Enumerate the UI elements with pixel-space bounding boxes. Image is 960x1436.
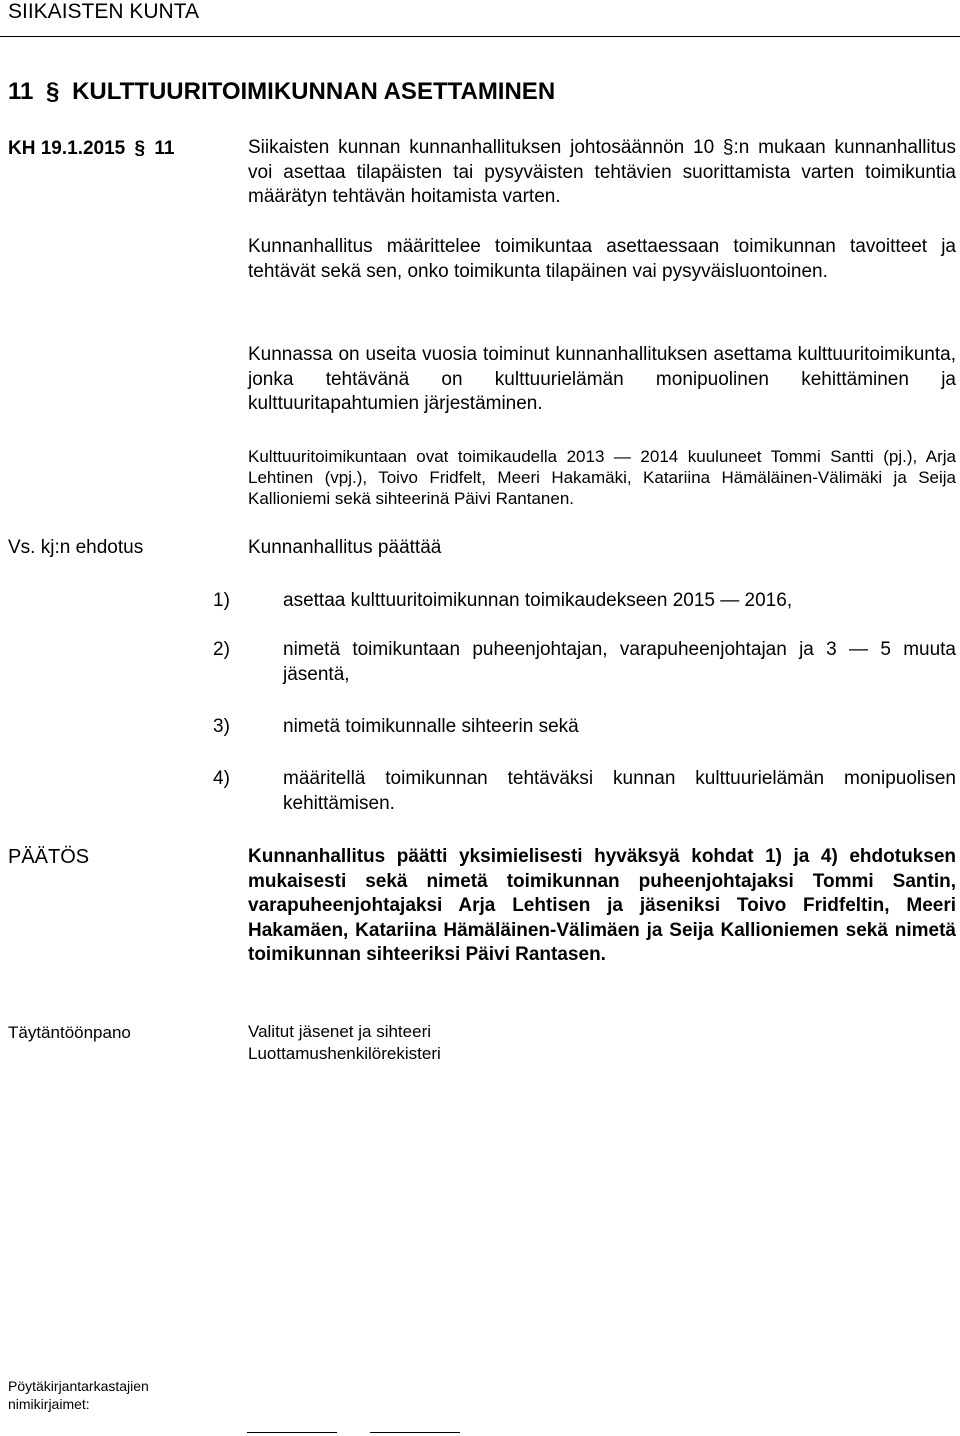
section-heading: KULTTUURITOIMIKUNNAN ASETTAMINEN [72, 78, 556, 105]
footer-line-2: nimikirjaimet: [8, 1396, 90, 1412]
signature-line [370, 1432, 460, 1433]
proposal-intro: Kunnanhallitus päättää [248, 537, 442, 558]
list-item-number: 2) [213, 639, 230, 660]
organization-header: SIIKAISTEN KUNTA [8, 0, 199, 23]
list-item-text: asettaa kulttuuritoimikunnan toimikaudekseen 2015 — 2016, [283, 590, 793, 611]
paragraph-4: Kulttuuritoimikuntaan ovat toimikaudella 2013 — 2014 kuuluneet Tommi Santti (pj.), Arja Lehtinen (vpj.), Toivo Fridfelt, Meeri Hakamäki, Katariina Hämäläinen-Välimäki ja Seija Kallioniemi sekä sihteerinä Päivi Rantanen. [248, 447, 956, 508]
list-item-text: nimetä toimikunnalle sihteerin sekä [283, 716, 579, 737]
list-item-number: 1) [213, 590, 230, 611]
footer-initials-label [8, 1377, 149, 1413]
list-item-number: 4) [213, 768, 230, 789]
execution-line-1: Valitut jäsenet ja sihteeri [248, 1022, 432, 1041]
section-mark: § [46, 78, 60, 105]
execution-label: Täytäntöönpano [8, 1023, 131, 1042]
list-item [213, 638, 956, 687]
proposal-label: Vs. kj:n ehdotus [8, 537, 144, 558]
execution-recipients [248, 1021, 441, 1065]
paragraph-1: Siikaisten kunnan kunnanhallituksen johtosäännön 10 §:n mukaan kunnanhallitus voi asettaa tilapäisten tai pysyväisten tehtävien suorittamista varten toimikuntia määrätyn tehtävän hoitamista varten. [248, 137, 956, 207]
execution-line-2: Luottamushenkilörekisteri [248, 1044, 441, 1063]
list-item [213, 715, 956, 740]
decision-text: Kunnanhallitus päätti yksimielisesti hyväksyä kohdat 1) ja 4) ehdotuksen mukaisesti sekä nimetä toimikunnan puheenjohtajaksi Tommi Santin, varapuheenjohtajaksi Arja Lehtisen ja jäseniksi Toivo Fridfeltin, Meeri Hakamäen, Katariina Hämäläinen-Välimäen ja Seija Kallioniemen sekä nimetä toimikunnan sihteeriksi Päivi Rantasen. [248, 846, 956, 965]
meeting-section-mark: § [134, 138, 146, 159]
paragraph-2: Kunnanhallitus määrittelee toimikuntaa asettaessaan toimikunnan tavoitteet ja tehtävät sekä sen, onko toimikunta tilapäinen vai pysyväisluontoinen. [248, 236, 956, 282]
meeting-reference [8, 137, 174, 161]
list-item-number: 3) [213, 716, 230, 737]
footer-line-1: Pöytäkirjantarkastajien [8, 1378, 149, 1394]
meeting-item: 11 [154, 138, 175, 159]
list-item [213, 767, 956, 816]
list-item-text: määritellä toimikunnan tehtäväksi kunnan kulttuurielämän monipuolisen kehittämisen. [283, 768, 956, 814]
section-number: 11 [8, 78, 34, 105]
list-item [213, 589, 956, 614]
decision-label: PÄÄTÖS [8, 846, 90, 868]
section-title [8, 78, 555, 106]
list-item-text: nimetä toimikuntaan puheenjohtajan, varapuheenjohtajan ja 3 — 5 muuta jäsentä, [283, 639, 956, 685]
signature-line [247, 1432, 337, 1433]
header-divider [0, 36, 960, 37]
paragraph-3: Kunnassa on useita vuosia toiminut kunnanhallituksen asettama kulttuuritoimikunta, jonka tehtävänä on kulttuurielämän monipuolinen kehittäminen ja kulttuuritapahtumien järjestäminen. [248, 344, 956, 414]
meeting-ref: KH 19.1.2015 [8, 138, 126, 159]
